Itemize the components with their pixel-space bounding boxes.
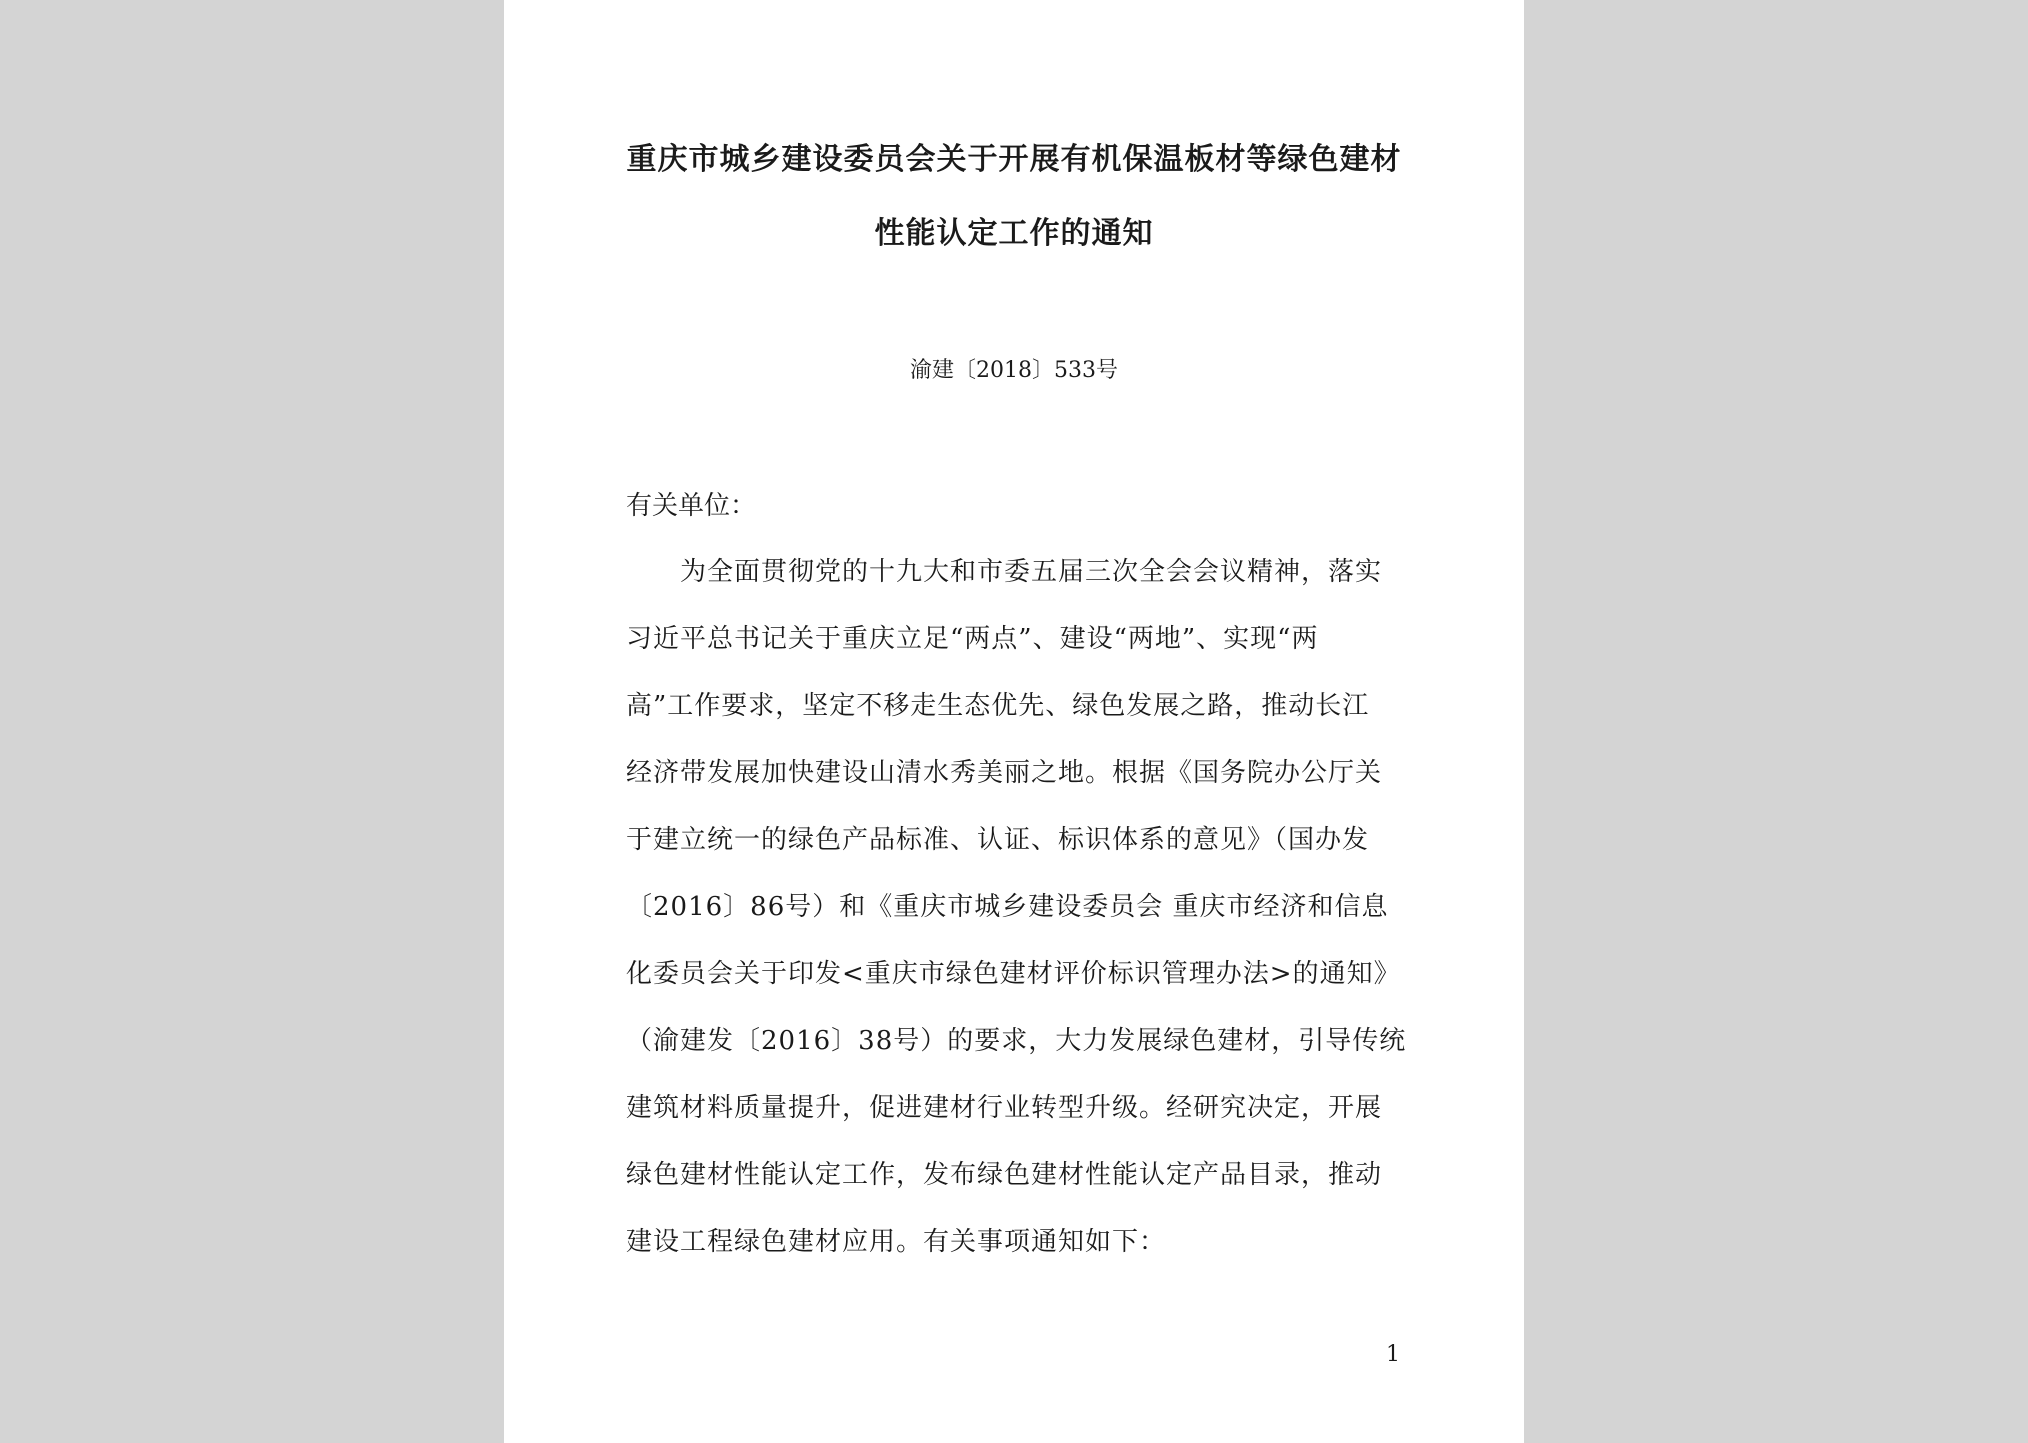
body-line: 为全面贯彻党的十九大和市委五届三次全会会议精神，落实 xyxy=(680,557,1383,587)
body-line: 于建立统一的绿色产品标准、认证、标识体系的意见》（国办发 xyxy=(626,825,1370,855)
body-line: 习近平总书记关于重庆立足“两点”、建设“两地”、实现“两 xyxy=(626,624,1319,654)
body-line: 建筑材料质量提升，促进建材行业转型升级。经研究决定，开展 xyxy=(626,1093,1383,1123)
body-line: 高”工作要求，坚定不移走生态优先、绿色发展之路，推动长江 xyxy=(626,691,1370,721)
body-line: （渝建发〔2016〕38号）的要求，大力发展绿色建材，引导传统 xyxy=(626,1026,1407,1056)
document-title-line-1: 重庆市城乡建设委员会关于开展有机保温板材等绿色建材 xyxy=(626,142,1402,177)
document-page xyxy=(504,0,1524,1443)
body-line: 〔2016〕86号）和《重庆市城乡建设委员会 重庆市经济和信息 xyxy=(626,892,1389,922)
page-number: 1 xyxy=(1386,1342,1400,1367)
document-title-line-2: 性能认定工作的通知 xyxy=(874,216,1154,251)
salutation: 有关单位： xyxy=(626,491,757,521)
body-line: 绿色建材性能认定工作，发布绿色建材性能认定产品目录，推动 xyxy=(626,1160,1383,1190)
body-line: 建设工程绿色建材应用。有关事项通知如下： xyxy=(626,1227,1167,1257)
body-line: 经济带发展加快建设山清水秀美丽之地。根据《国务院办公厅关 xyxy=(626,758,1383,788)
document-number: 渝建〔2018〕533号 xyxy=(910,358,1118,383)
body-line: 化委员会关于印发<重庆市绿色建材评价标识管理办法>的通知》 xyxy=(626,959,1401,989)
